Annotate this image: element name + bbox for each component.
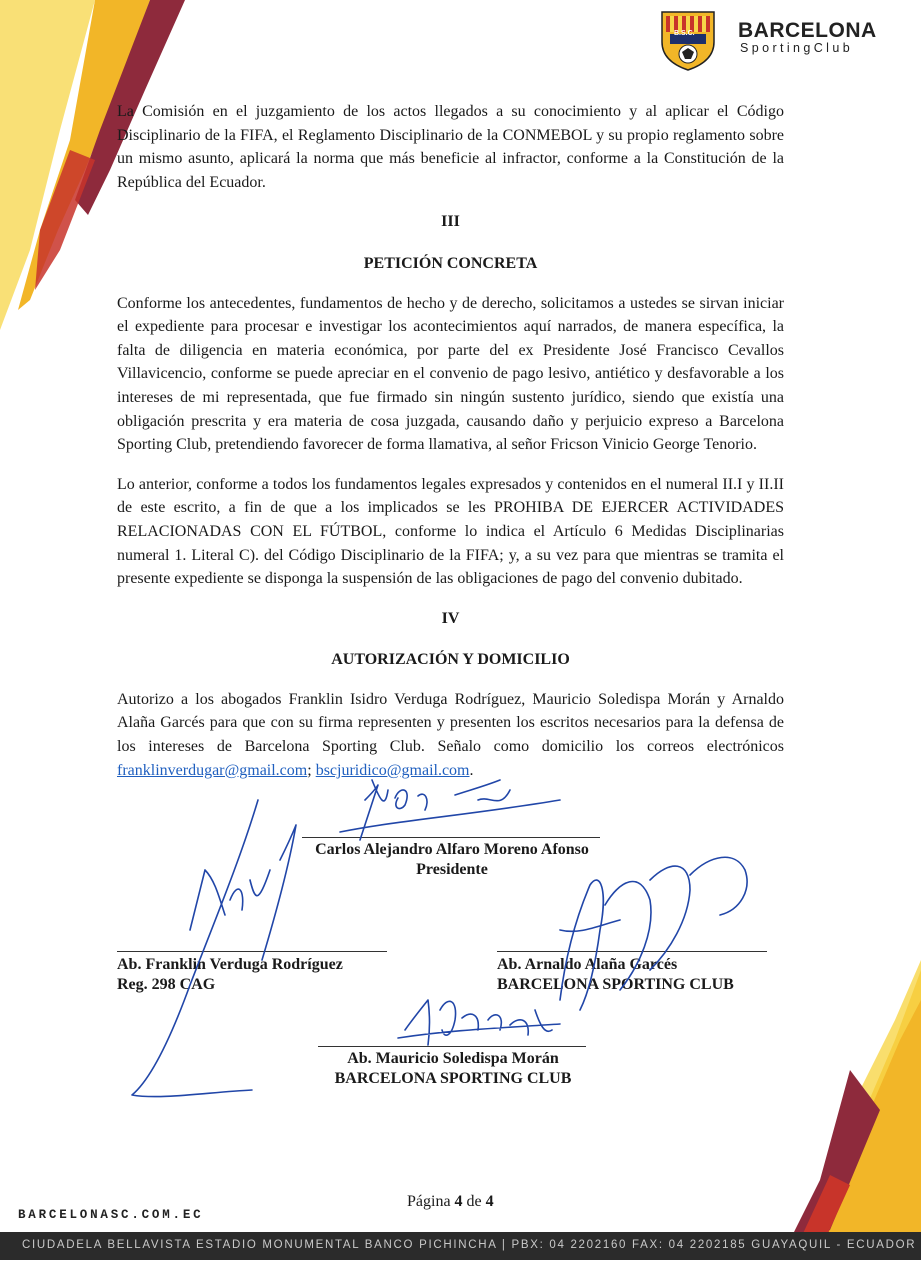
brand-subtitle: SportingClub bbox=[740, 41, 854, 55]
paragraph-3: Lo anterior, conforme a todos los fundamentos legales expresados y contenidos en el numeral II.I y II.II de este escrito, a fin de que a los implicados se les PROHIBA DE EJERCER ACTIVIDADES RELACIONADAS CON EL FÚTBOL, conforme lo indica el Artículo 6 Medidas Disciplinarias numeral 1. Literal C). del Código Disciplinario de la FIFA; y, a su vez para que mientras se tramita el presente expediente se disponga la suspensión de las obligaciones de pago del convenio dubitado. bbox=[117, 475, 784, 588]
page-current: 4 bbox=[454, 1193, 463, 1210]
email-link-bsc-juridico[interactable]: bscjuridico@gmail.com bbox=[315, 761, 470, 779]
paragraph-1: La Comisión en el juzgamiento de los actos llegados a su conocimiento y al aplicar el Código Disciplinario de la FIFA, el Reglamento Disciplinario de la CONMEBOL y su propio reglamento sobre un mismo asunto, aplicará la norma que más beneficie al infractor, conforme a la Constitución de la República del Ecuador. bbox=[117, 103, 784, 191]
email-separator: ; bbox=[307, 761, 312, 779]
bottom-right-stripe-decoration bbox=[740, 960, 921, 1240]
page-prefix: Página bbox=[407, 1193, 455, 1210]
crest-initials: B.S.C. bbox=[674, 30, 695, 37]
section-4-number: IV bbox=[441, 609, 460, 627]
mauricio-signature-stroke bbox=[398, 1000, 560, 1045]
franklin-registration: Reg. 298 CAG bbox=[117, 976, 216, 993]
franklin-signature-stroke bbox=[132, 800, 296, 1097]
paragraph-2: Conforme los antecedentes, fundamentos de hecho y de derecho, solicitamos a ustedes se sirvan iniciar el expediente para procesar e investigar los acontecimientos aquí narrados, de manera específica, la falta de diligencia en materia económica, por parte del ex Presidente José Francisco Cevallos Villavicencio, conforme se puede apreciar en el convenio de pago lesivo, antiético y desfavorable a los intereses de mi representada, que fue firmado sin ningún sustento jurídico, siendo que existía una obligación prescrita y era materia de cosa juzgada, causando daño y perjuicio expreso a Barcelona Sporting Club, pretendiendo favorecer de forma llamativa, al señor Fricson Vinicio George Tenorio. bbox=[117, 294, 784, 454]
signature-line-arnaldo bbox=[497, 951, 767, 952]
president-role: Presidente bbox=[416, 861, 488, 878]
footer-website: BARCELONASC.COM.EC bbox=[18, 1208, 204, 1222]
document-body bbox=[117, 100, 784, 782]
club-crest-icon bbox=[656, 8, 720, 72]
franklin-name: Ab. Franklin Verduga Rodríguez bbox=[117, 956, 343, 973]
signature-line-franklin bbox=[117, 951, 387, 952]
arnaldo-organization: BARCELONA SPORTING CLUB bbox=[497, 976, 734, 993]
signature-block-franklin bbox=[117, 955, 407, 995]
page-number bbox=[407, 1193, 494, 1211]
signature-block-president bbox=[302, 840, 602, 880]
section-3-number: III bbox=[441, 213, 460, 231]
arnaldo-name: Ab. Arnaldo Alaña Garcés bbox=[497, 956, 678, 973]
mauricio-name: Ab. Mauricio Soledispa Morán bbox=[347, 1050, 559, 1067]
signature-line-president bbox=[302, 837, 600, 838]
mauricio-organization: BARCELONA SPORTING CLUB bbox=[334, 1070, 572, 1087]
section-4-title: AUTORIZACIÓN Y DOMICILIO bbox=[331, 651, 570, 669]
page-mid: de bbox=[462, 1193, 486, 1210]
signature-block-mauricio bbox=[318, 1049, 588, 1089]
paragraph-4-text: Autorizo a los abogados Franklin Isidro Verduga Rodríguez, Mauricio Soledispa Morán y Arnaldo Alaña Garcés para que con su firma representen y presenten los escritos necesarios para la defensa de los intereses de Barcelona Sporting Club. Señalo como domicilio los correos electrónicos bbox=[117, 690, 784, 756]
president-name: Carlos Alejandro Alfaro Moreno Afonso bbox=[315, 841, 589, 858]
signature-block-arnaldo bbox=[497, 955, 797, 995]
email-end: . bbox=[469, 761, 474, 779]
footer-address: CIUDADELA BELLAVISTA ESTADIO MONUMENTAL BANCO PICHINCHA | PBX: 04 2202160 FAX: 04 2202185 GUAYAQUIL - ECUADOR bbox=[22, 1239, 917, 1251]
email-link-franklin[interactable]: franklinverdugar@gmail.com bbox=[117, 761, 308, 779]
brand-name: BARCELONA bbox=[738, 19, 877, 42]
paragraph-4 bbox=[117, 688, 784, 782]
signature-line-mauricio bbox=[318, 1046, 586, 1047]
section-3-title: PETICIÓN CONCRETA bbox=[363, 254, 538, 272]
page-total: 4 bbox=[485, 1193, 494, 1210]
